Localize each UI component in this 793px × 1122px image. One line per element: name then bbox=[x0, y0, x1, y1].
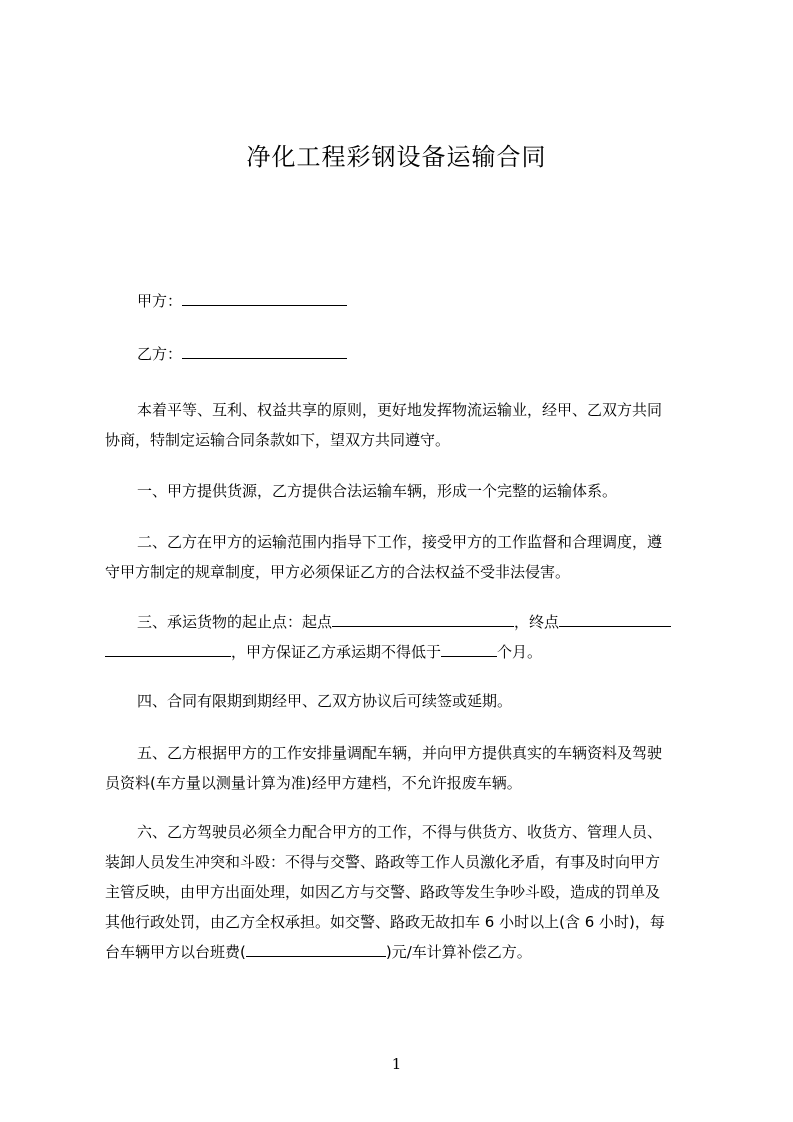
party-b-blank[interactable] bbox=[182, 342, 347, 359]
clause-6-line-2: 装卸人员发生冲突和斗殴：不得与交警、路政等工作人员激化矛盾，有事及时向甲方 bbox=[105, 853, 661, 871]
clause-1 bbox=[105, 476, 703, 506]
party-a-blank[interactable] bbox=[182, 289, 347, 306]
clause-3 bbox=[105, 607, 703, 667]
preamble-line-2: 协商，特制定运输合同条款如下，望双方共同遵守。 bbox=[105, 431, 451, 449]
clause-6 bbox=[105, 817, 703, 967]
clause-2-line-2: 守甲方制定的规章制度，甲方必须保证乙方的合法权益不受非法侵害。 bbox=[105, 563, 571, 581]
clause-6-fee-unit: )元/车计算补偿乙方。 bbox=[385, 943, 532, 961]
clause-6-line-1: 六、乙方驾驶员必须全力配合甲方的工作，不得与供货方、收货方、管理人员、 bbox=[137, 823, 663, 841]
clause-2 bbox=[105, 527, 703, 587]
clause-2-line-1: 二、乙方在甲方的运输范围内指导下工作，接受甲方的工作监督和合理调度，遵 bbox=[137, 533, 663, 551]
clause-4 bbox=[105, 686, 703, 716]
document-title: 净化工程彩钢设备运输合同 bbox=[246, 143, 547, 171]
clause-6-line-4: 其他行政处罚，由乙方全权承担。如交警、路政无故扣车 6 小时以上(含 6 小时)，每 bbox=[105, 913, 665, 931]
party-a-line bbox=[137, 289, 347, 313]
clause-3-line-1 bbox=[105, 607, 703, 637]
clause-3-term-label: ，甲方保证乙方承运期不得低于 bbox=[231, 643, 442, 661]
clause-6-line-3: 主管反映，由甲方出面处理，如因乙方与交警、路政等发生争吵斗殴，造成的罚单及 bbox=[105, 883, 661, 901]
shift-fee-blank[interactable] bbox=[246, 940, 386, 957]
clause-4-line-1: 四、合同有限期到期经甲、乙双方协议后可续签或延期。 bbox=[137, 692, 513, 710]
clause-3-months-label: 个月。 bbox=[497, 643, 543, 661]
page-number: 1 bbox=[391, 1055, 402, 1073]
clause-6-line-5 bbox=[105, 937, 703, 967]
preamble-paragraph bbox=[105, 395, 703, 455]
clause-5-line-1: 五、乙方根据甲方的工作安排量调配车辆，并向甲方提供真实的车辆资料及驾驶 bbox=[137, 744, 663, 762]
party-b-line bbox=[137, 342, 347, 366]
clause-1-line-1: 一、甲方提供货源，乙方提供合法运输车辆，形成一个完整的运输体系。 bbox=[137, 482, 618, 500]
destination-blank-part-1[interactable] bbox=[559, 610, 671, 627]
party-a-label: 甲方： bbox=[137, 292, 183, 310]
clause-6-fee-label: 台车辆甲方以台班费( bbox=[105, 943, 246, 961]
clause-5-line-2: 员资料(车方量以测量计算为准)经甲方建档，不允许报废车辆。 bbox=[105, 774, 522, 792]
clause-3-line-2 bbox=[105, 637, 703, 667]
preamble-line-1: 本着平等、互利、权益共享的原则，更好地发挥物流运输业，经甲、乙双方共同 bbox=[137, 401, 663, 419]
clause-5 bbox=[105, 738, 703, 798]
term-months-blank[interactable] bbox=[441, 640, 497, 657]
clause-3-origin-label: 三、承运货物的起止点：起点 bbox=[137, 613, 333, 631]
party-b-label: 乙方： bbox=[137, 345, 183, 363]
destination-blank-part-2[interactable] bbox=[105, 640, 231, 657]
origin-blank[interactable] bbox=[332, 610, 514, 627]
clause-3-destination-label: ，终点 bbox=[514, 613, 560, 631]
